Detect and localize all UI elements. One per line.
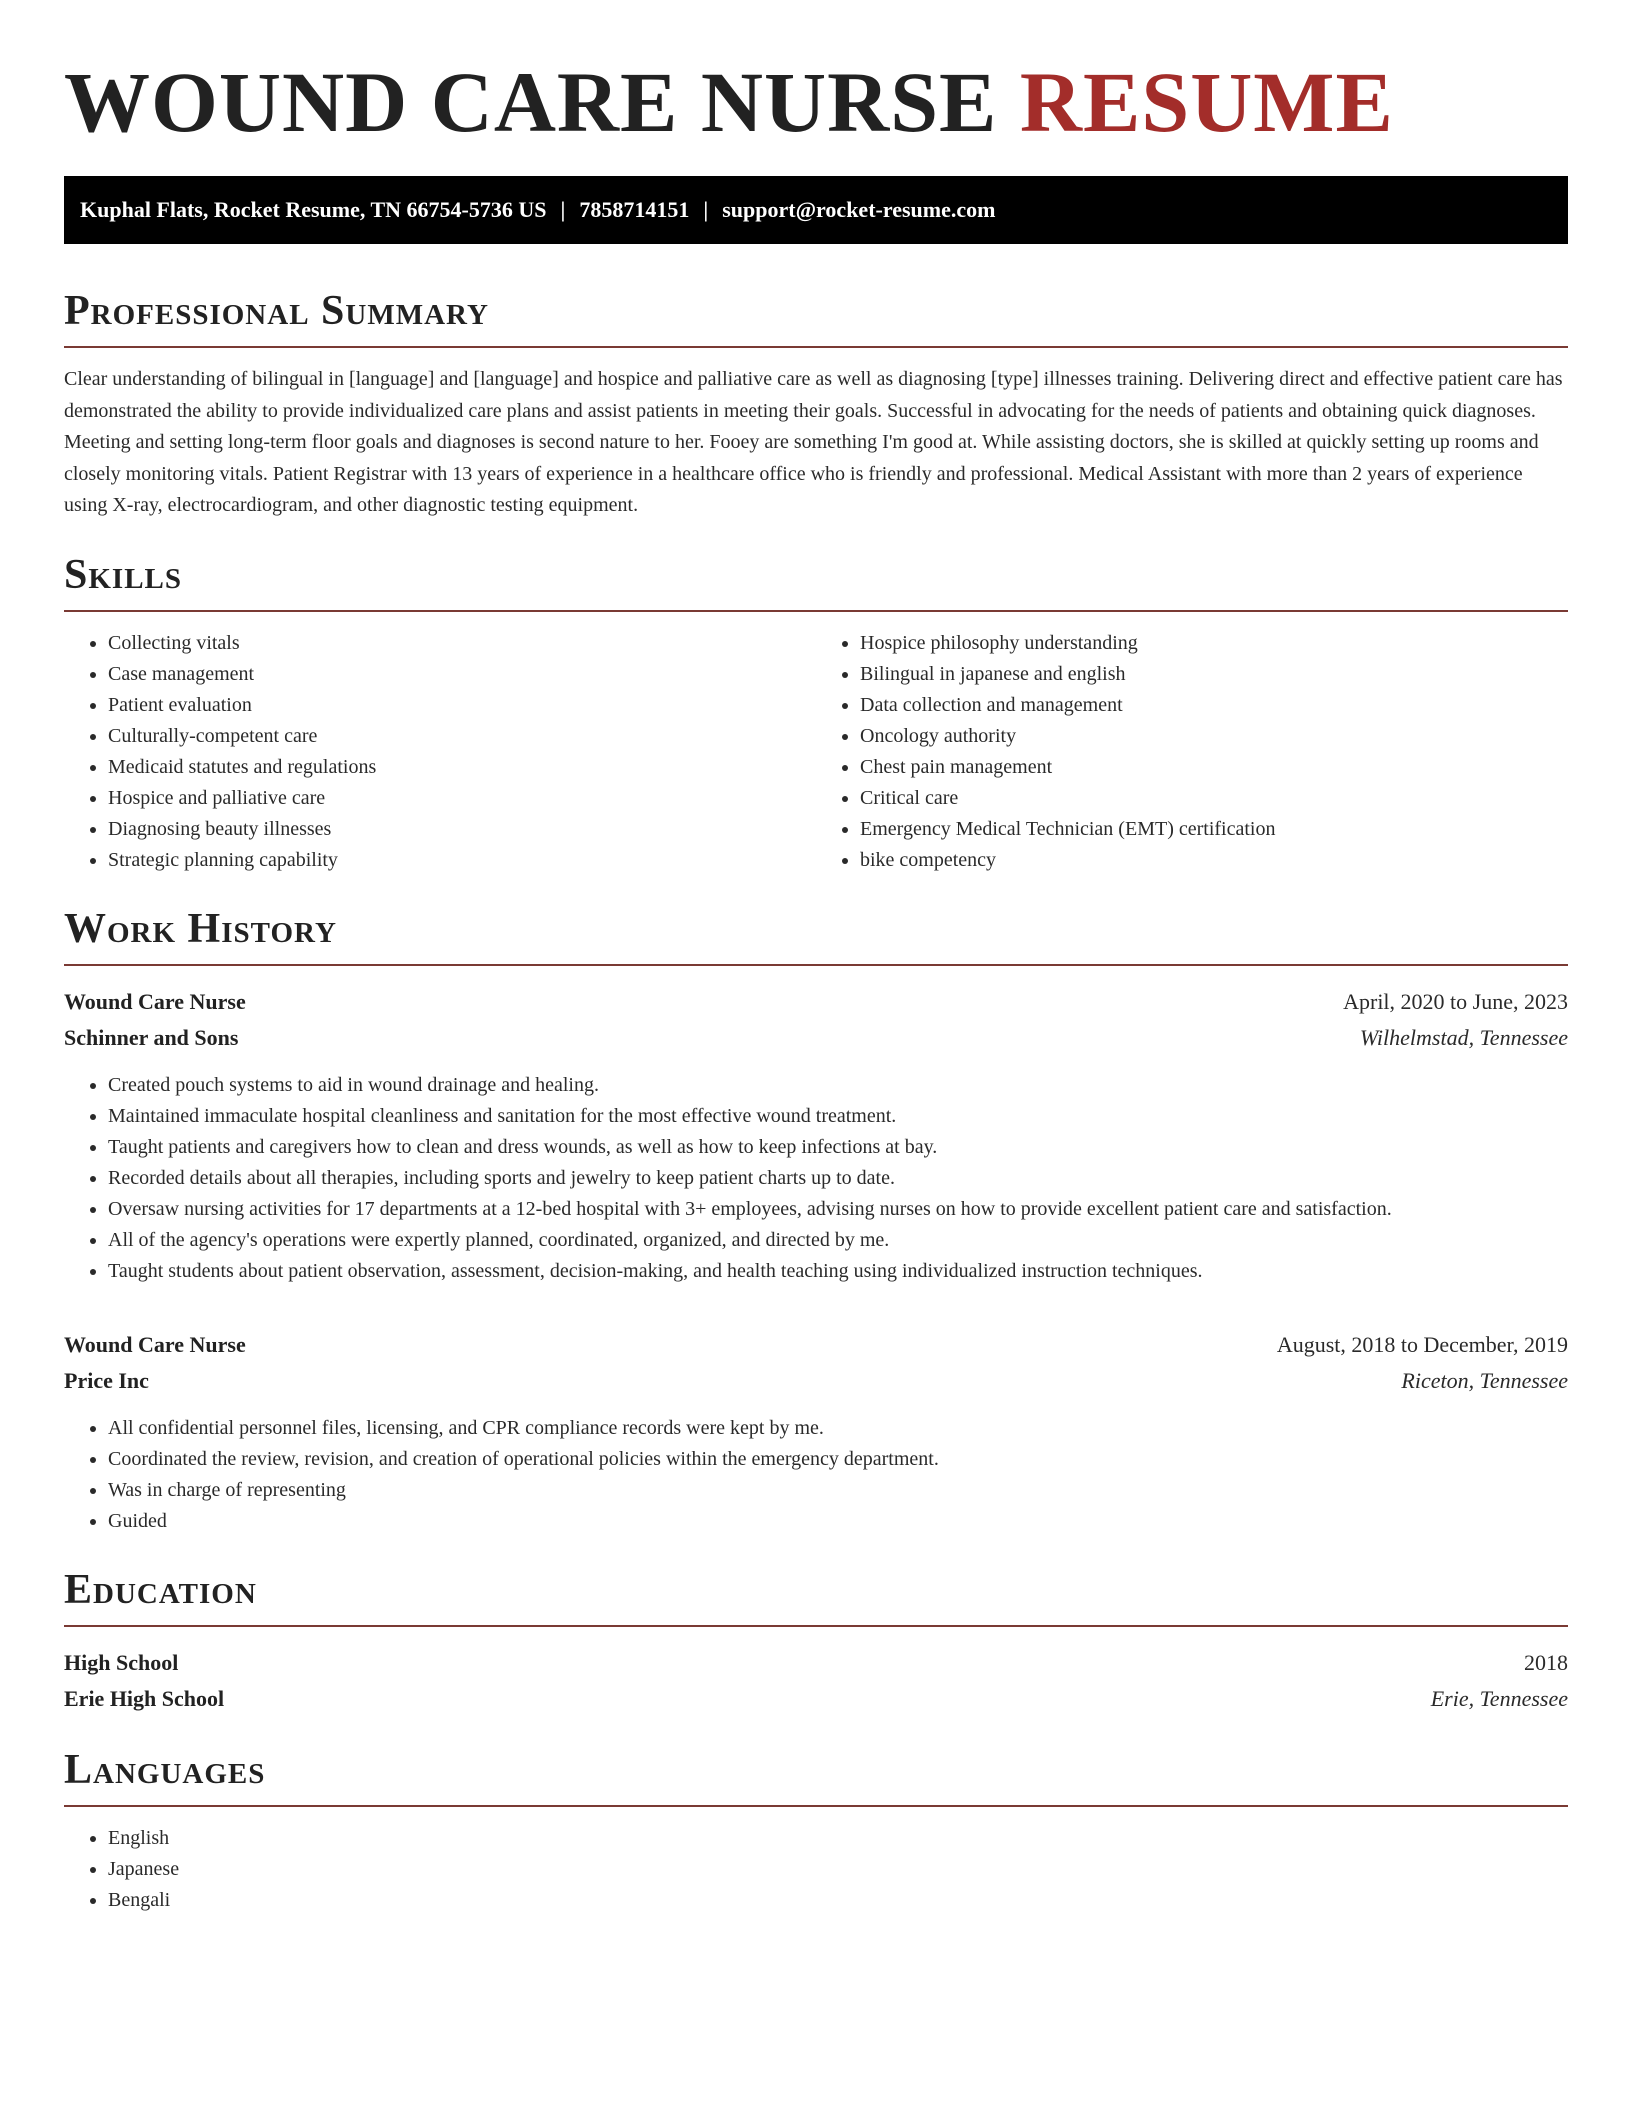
job-bullet: • Taught patients and caregivers how to clean and dress wounds, as well as how to keep infections at bay. (108, 1132, 1568, 1163)
skills-list-right (816, 628, 1568, 876)
job-entry (64, 1327, 1568, 1537)
skill-item: • Collecting vitals (108, 628, 816, 659)
job-dates: August, 2018 to December, 2019 (1276, 1331, 1568, 1357)
title-main: WOUND CARE NURSE (64, 54, 998, 150)
language-item: • Japanese (108, 1854, 1568, 1885)
job-bullet: • Oversaw nursing activities for 17 departments at a 12-bed hospital with 3+ employees, advising nurses on how to provide excellent patient care and satisfaction. (108, 1194, 1568, 1225)
summary-heading: Professional Summary (64, 288, 1568, 348)
job-bullet: • All confidential personnel files, licensing, and CPR compliance records were kept by me. (108, 1413, 1568, 1444)
education-heading: Education (64, 1567, 1568, 1627)
job-title: Wound Care Nurse (64, 988, 246, 1014)
job-bullets (64, 1413, 1568, 1537)
skill-item: • Hospice and palliative care (108, 783, 816, 814)
skills-list-left (64, 628, 816, 876)
skills-heading: Skills (64, 552, 1568, 612)
job-company: Schinner and Sons (64, 1024, 239, 1050)
skills-section (64, 552, 1568, 876)
contact-bar (64, 176, 1568, 244)
job-bullet: • Maintained immaculate hospital cleanliness and sanitation for the most effective wound treatment. (108, 1101, 1568, 1132)
job-title: Wound Care Nurse (64, 1331, 246, 1357)
job-header-row (64, 1327, 1568, 1363)
job-header-row (64, 984, 1568, 1020)
education-entry (64, 1645, 1568, 1717)
title-accent: RESUME (1019, 54, 1394, 150)
job-bullet: • Taught students about patient observation, assessment, decision-making, and health teaching using individualized instruction techniques. (108, 1256, 1568, 1287)
skill-item: • bike competency (860, 845, 1568, 876)
contact-separator: | (560, 197, 566, 222)
skill-item: • Data collection and management (860, 690, 1568, 721)
resume-title (64, 0, 1568, 176)
education-degree: High School (64, 1649, 179, 1675)
job-location: Riceton, Tennessee (1401, 1367, 1568, 1393)
education-school-row (64, 1681, 1568, 1717)
skill-item: • Chest pain management (860, 752, 1568, 783)
language-item: • Bengali (108, 1885, 1568, 1916)
education-school: Erie High School (64, 1685, 225, 1711)
contact-email[interactable]: support@rocket-resume.com (722, 197, 996, 222)
skill-item: • Case management (108, 659, 816, 690)
job-dates: April, 2020 to June, 2023 (1343, 988, 1568, 1014)
contact-separator: | (703, 197, 709, 222)
language-item: • English (108, 1823, 1568, 1854)
skill-item: • Diagnosing beauty illnesses (108, 814, 816, 845)
summary-section (64, 288, 1568, 522)
skill-item: • Strategic planning capability (108, 845, 816, 876)
job-bullet: • Coordinated the review, revision, and creation of operational policies within the emergency department. (108, 1444, 1568, 1475)
job-bullet: • All of the agency's operations were expertly planned, coordinated, organized, and directed by me. (108, 1225, 1568, 1256)
skill-item: • Critical care (860, 783, 1568, 814)
job-location: Wilhelmstad, Tennessee (1359, 1024, 1568, 1050)
skill-item: • Medicaid statutes and regulations (108, 752, 816, 783)
languages-heading: Languages (64, 1747, 1568, 1807)
education-year: 2018 (1524, 1649, 1568, 1675)
contact-phone[interactable]: 7858714151 (579, 197, 690, 222)
skill-item: • Culturally-competent care (108, 721, 816, 752)
skills-grid (64, 628, 1568, 876)
job-entry (64, 984, 1568, 1287)
skill-item: • Emergency Medical Technician (EMT) certification (860, 814, 1568, 845)
job-bullet: • Guided (108, 1506, 1568, 1537)
education-location: Erie, Tennessee (1430, 1685, 1568, 1711)
work-section (64, 906, 1568, 1537)
summary-text: Clear understanding of bilingual in [language] and [language] and hospice and palliative care as well as diagnosing [type] illnesses training. Delivering direct and effective patient care has demonstrated the ability to provide individualized care plans and assist patients in meeting their goals. Successful in advocating for the needs of patients and obtaining quick diagnoses. Meeting and setting long-term floor goals and diagnoses is second nature to her. Fooey are something I'm good at. While assisting doctors, she is skilled at quickly setting up rooms and closely monitoring vitals. Patient Registrar with 13 years of experience in a healthcare office who is friendly and professional. Medical Assistant with more than 2 years of experience using X-ray, electrocardiogram, and other diagnostic testing equipment. (64, 368, 1563, 516)
skill-item: • Hospice philosophy understanding (860, 628, 1568, 659)
skill-item: • Patient evaluation (108, 690, 816, 721)
skill-item: • Oncology authority (860, 721, 1568, 752)
job-bullets (64, 1070, 1568, 1287)
education-row (64, 1645, 1568, 1681)
job-company-row (64, 1363, 1568, 1399)
work-heading: Work History (64, 906, 1568, 966)
contact-address: Kuphal Flats, Rocket Resume, TN 66754-5736 US (80, 197, 547, 222)
education-section (64, 1567, 1568, 1717)
job-company-row (64, 1020, 1568, 1056)
job-bullet: • Was in charge of representing (108, 1475, 1568, 1506)
job-company: Price Inc (64, 1367, 149, 1393)
languages-list (64, 1823, 1568, 1916)
skill-item: • Bilingual in japanese and english (860, 659, 1568, 690)
job-bullet: • Created pouch systems to aid in wound drainage and healing. (108, 1070, 1568, 1101)
job-bullet: • Recorded details about all therapies, including sports and jewelry to keep patient charts up to date. (108, 1163, 1568, 1194)
languages-section (64, 1747, 1568, 1916)
